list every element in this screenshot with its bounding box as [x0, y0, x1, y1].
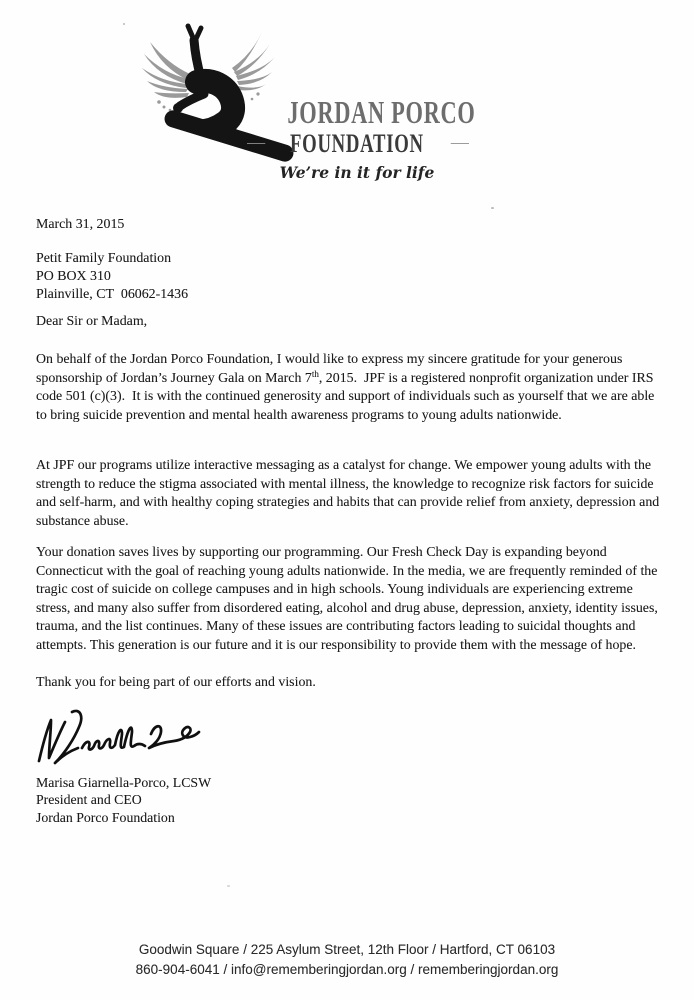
recipient-po-box: PO BOX 310 [36, 269, 111, 285]
paragraph-3: Your donation saves lives by supporting our programming. Our Fresh Check Day is expanding beyond Connecticut with the goal of reaching young adults nationwide. In the media, we are frequently reminded of the tragic cost of suicide on college campuses and in high schools. Young individuals are experiencing extreme stress, and many also suffer from disordered eating, alcohol and drug abuse, depression, anxiety, identity issues, trauma, and the list continues. Many of these issues are contributing factors leading to suicidal thoughts and attempts. This generation is our future and it is our responsibility to provide them with the message of hope. [36, 545, 658, 653]
handwritten-signature [34, 706, 206, 772]
salutation: Dear Sir or Madam, [36, 314, 148, 329]
brand-subname: FOUNDATION [290, 129, 424, 158]
recipient-city-state-zip: Plainville, CT 06062-1436 [36, 287, 189, 303]
footer-address-line: Goodwin Square / 225 Asylum Street, 12th Floor / Hartford, CT 06103 [138, 942, 556, 957]
footer-contact-line: 860-904-6041 / info@rememberingjordan.org / rememberingjordan.org [135, 961, 559, 977]
ordinal-superscript: th [311, 368, 319, 379]
brand-dash-left: — [247, 132, 264, 152]
letter-date: March 31, 2015 [36, 217, 125, 232]
scan-speck [123, 23, 125, 25]
paragraph-1-text-cont: , 2015. JPF is a registered nonprofit organization under IRS code 501 (c)(3). It is with the continued generosity and support of individuals such as yourself that we are able to bring suicide prevention and mental health awareness programs to young adults nationwide. [36, 370, 655, 423]
brand-name: JORDAN PORCO [287, 94, 476, 130]
recipient-address [36, 250, 663, 305]
paragraph-2: At JPF our programs utilize interactive messaging as a catalyst for change. We empower young adults with the strength to reduce the stigma associated with mental illness, the knowledge to recognize risk factors for suicide and self-harm, and with healthy coping strategies and habits that can provide relief from anxiety, depression and substance abuse. [36, 458, 660, 529]
paragraph-1-text: On behalf of the Jordan Porco Foundation, I would like to express my sincere gratitude for your generous sponsorship of Jordan’s Journey Gala on March 7 [36, 352, 623, 386]
signer-name: Marisa Giarnella-Porco, LCSW [36, 775, 212, 790]
recipient-name: Petit Family Foundation [36, 251, 172, 266]
logo-wordmark [247, 94, 476, 182]
signature-block [36, 774, 663, 826]
brand-tagline: We’re in it for life [279, 163, 435, 182]
closing-line: Thank you for being part of our efforts and vision. [36, 675, 316, 690]
signer-title: President and CEO [36, 792, 142, 808]
scan-speck [227, 885, 230, 887]
brand-dash-right: — [450, 132, 467, 152]
paragraph-1 [36, 351, 663, 425]
signer-organization: Jordan Porco Foundation [36, 809, 175, 825]
scan-speck [491, 207, 494, 209]
letterhead-footer [0, 940, 694, 979]
